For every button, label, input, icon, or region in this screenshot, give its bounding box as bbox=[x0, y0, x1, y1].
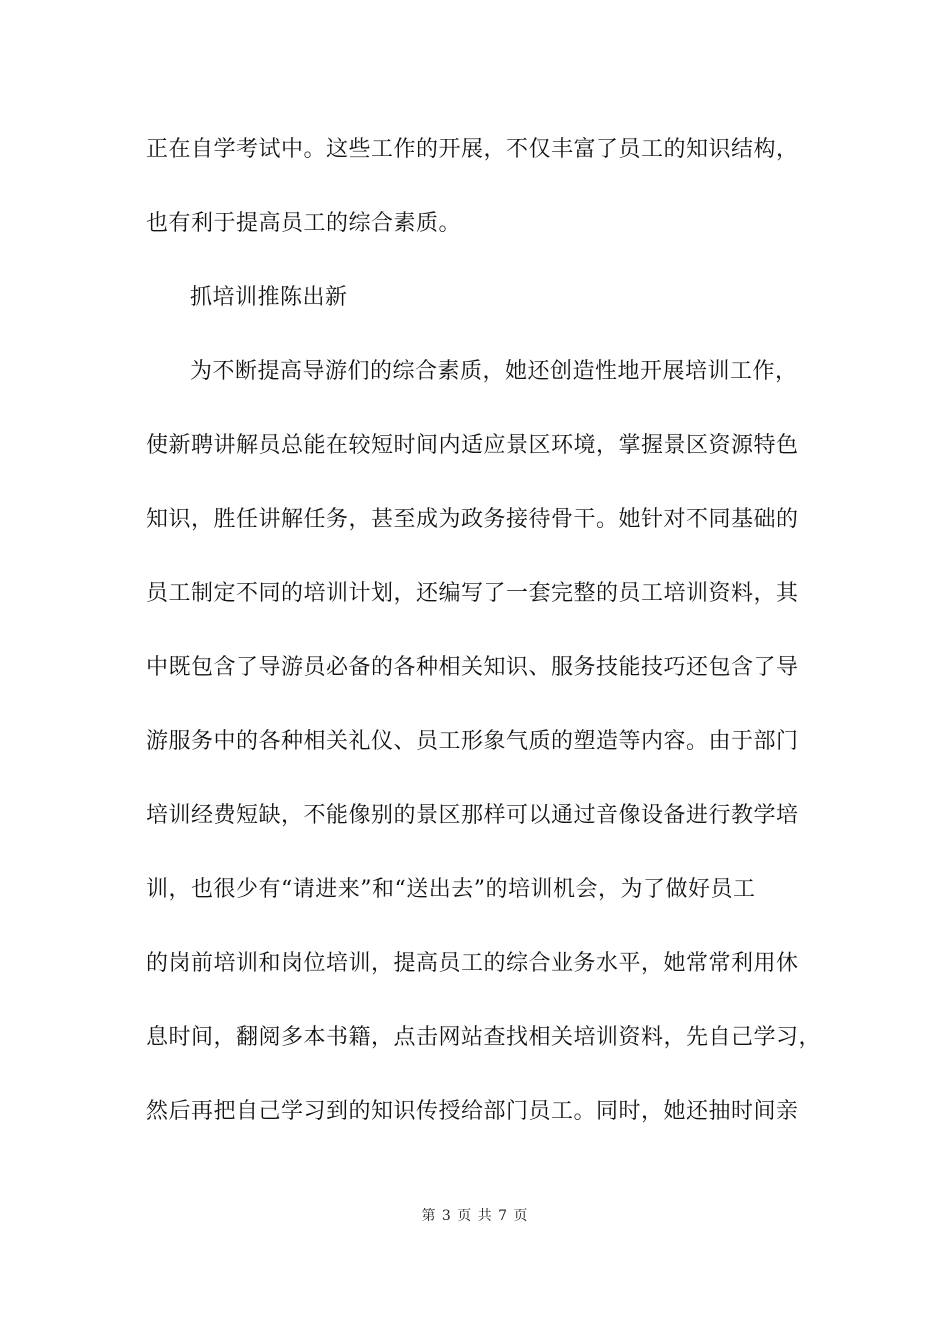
text-line: 为不断提高导游们的综合素质，她还创造性地开展培训工作， bbox=[190, 359, 798, 384]
body-text bbox=[146, 130, 826, 1166]
text-line: 中既包含了导游员必备的各种相关知识、服务技能技巧还包含了导 bbox=[146, 655, 799, 680]
text-line: 知识，胜任讲解任务，甚至成为政务接待骨干。她针对不同基础的 bbox=[146, 507, 799, 532]
section-heading: 抓培训推陈出新 bbox=[190, 285, 348, 310]
text-line: 息时间，翻阅多本书籍，点击网站查找相关培训资料，先自己学习， bbox=[146, 1025, 822, 1050]
text-line: 训，也很少有“请进来”和“送出去”的培训机会，为了做好员工 bbox=[146, 877, 756, 902]
text-line: 员工制定不同的培训计划，还编写了一套完整的员工培训资料，其 bbox=[146, 581, 799, 606]
text-line: 使新聘讲解员总能在较短时间内适应景区环境，掌握景区资源特色 bbox=[146, 433, 799, 458]
text-line: 然后再把自己学习到的知识传授给部门员工。同时，她还抽时间亲 bbox=[146, 1099, 799, 1124]
text-line: 培训经费短缺，不能像别的景区那样可以通过音像设备进行教学培 bbox=[146, 803, 799, 828]
text-line: 游服务中的各种相关礼仪、员工形象气质的塑造等内容。由于部门 bbox=[146, 729, 799, 754]
text-line: 的岗前培训和岗位培训，提高员工的综合业务水平，她常常利用休 bbox=[146, 951, 799, 976]
text-line: 也有利于提高员工的综合素质。 bbox=[146, 211, 462, 236]
text-line: 正在自学考试中。这些工作的开展，不仅丰富了员工的知识结构， bbox=[146, 137, 799, 162]
page-number: 第 3 页 共 7 页 bbox=[421, 1208, 529, 1224]
